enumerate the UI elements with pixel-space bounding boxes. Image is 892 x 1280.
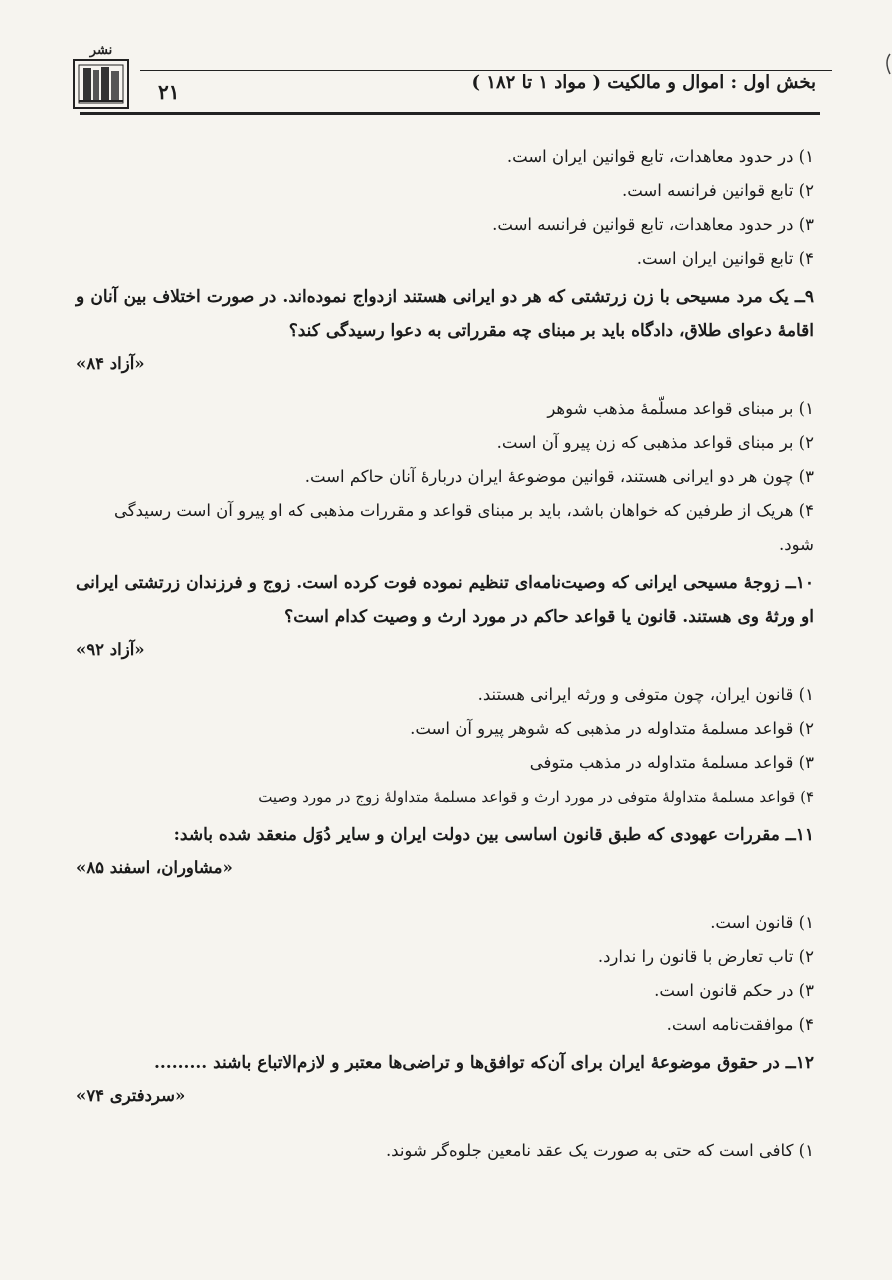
- question-11: ۱۱ــ مقررات عهودی که طبق قانون اساسی بین دولت ایران و سایر دُوَل منعقد شده باشد:: [173, 825, 814, 845]
- question-9: ۹ــ یک مرد مسیحی با زن زرتشتی که هر دو ایرانی هستند ازدواج نموده‌اند. در صورت اختلاف بین آنان و اقامهٔ دعوای طلاق، دادگاه باید بر مبنای چه مقرراتی به دعوا رسیدگی کند؟: [76, 287, 814, 341]
- running-head: بخش اول : اموال و مالکیت ( مواد ۱ تا ۱۸۲ ): [471, 72, 816, 93]
- svg-text:نشر: نشر: [89, 43, 113, 58]
- question-10-source: «آزاد ۹۲»: [76, 640, 145, 659]
- option: ۱) قانون ایران، چون متوفی و ورثه ایرانی هستند.: [477, 685, 814, 704]
- header-rule-bottom: [80, 112, 820, 115]
- option: ۳) در حکم قانون است.: [654, 981, 814, 1000]
- question-9-options: [76, 392, 814, 562]
- option: ۴) موافقت‌نامه است.: [666, 1015, 814, 1034]
- question-12-options: [76, 1134, 814, 1168]
- option: ۲) تابع قوانین فرانسه است.: [621, 181, 814, 200]
- option: ۱) کافی است که حتی به صورت یک عقد نامعین جلوه‌گر شوند.: [385, 1141, 814, 1160]
- option: ۲) بر مبنای قواعد مذهبی که زن پیرو آن است.: [496, 433, 814, 452]
- publisher-logo: [70, 40, 132, 112]
- question-12: ۱۲ــ در حقوق موضوعهٔ ایران برای آن‌که توافق‌ها و تراضی‌ها معتبر و لازم‌الاتباع باشند .........: [153, 1053, 814, 1073]
- question-12-source: «سردفتری ۷۴»: [76, 1086, 186, 1105]
- question-10-options: [76, 678, 814, 814]
- page-number: ۲۱: [158, 80, 180, 104]
- option: ۱) قانون است.: [710, 913, 814, 932]
- question-11-source: «مشاوران، اسفند ۸۵»: [76, 858, 233, 877]
- option: ۴) هریک از طرفین که خواهان باشد، باید بر مبنای قواعد و مقررات مذهبی که او پیرو آن است رسیدگی شود.: [114, 501, 814, 554]
- option: ۱) در حدود معاهدات، تابع قوانین ایران است.: [506, 147, 814, 166]
- page-content: [76, 140, 814, 1168]
- option: ۴) تابع قوانین ایران است.: [636, 249, 814, 268]
- option: ۳) در حدود معاهدات، تابع قوانین فرانسه است.: [492, 215, 814, 234]
- question-10: ۱۰ــ زوجهٔ مسیحی ایرانی که وصیت‌نامه‌ای تنظیم نموده فوت کرده است. زوج و فرزندان زرتشتی ایرانی او ورثهٔ وی هستند. قانون یا قواعد حاکم در مورد ارث و وصیت کدام است؟: [76, 573, 814, 627]
- option: ۱) بر مبنای قواعد مسلّمهٔ مذهب شوهر: [547, 399, 814, 418]
- option: ۴) قواعد مسلمهٔ متداولهٔ متوفی در مورد ارث و قواعد مسلمهٔ متداولهٔ زوج در مورد وصیت: [258, 788, 814, 806]
- edge-mark: [884, 52, 892, 81]
- question-11-options: [76, 906, 814, 1042]
- block1-options: [76, 140, 814, 276]
- option: ۳) قواعد مسلمهٔ متداوله در مذهب متوفی: [529, 753, 814, 772]
- question-9-source: «آزاد ۸۴»: [76, 354, 145, 373]
- header-rule-top: [140, 70, 832, 71]
- option: ۲) قواعد مسلمهٔ متداوله در مذهبی که شوهر پیرو آن است.: [410, 719, 814, 738]
- option: ۲) تاب تعارض با قانون را ندارد.: [597, 947, 814, 966]
- option: ۳) چون هر دو ایرانی هستند، قوانین موضوعهٔ ایران دربارهٔ آنان حاکم است.: [304, 467, 814, 486]
